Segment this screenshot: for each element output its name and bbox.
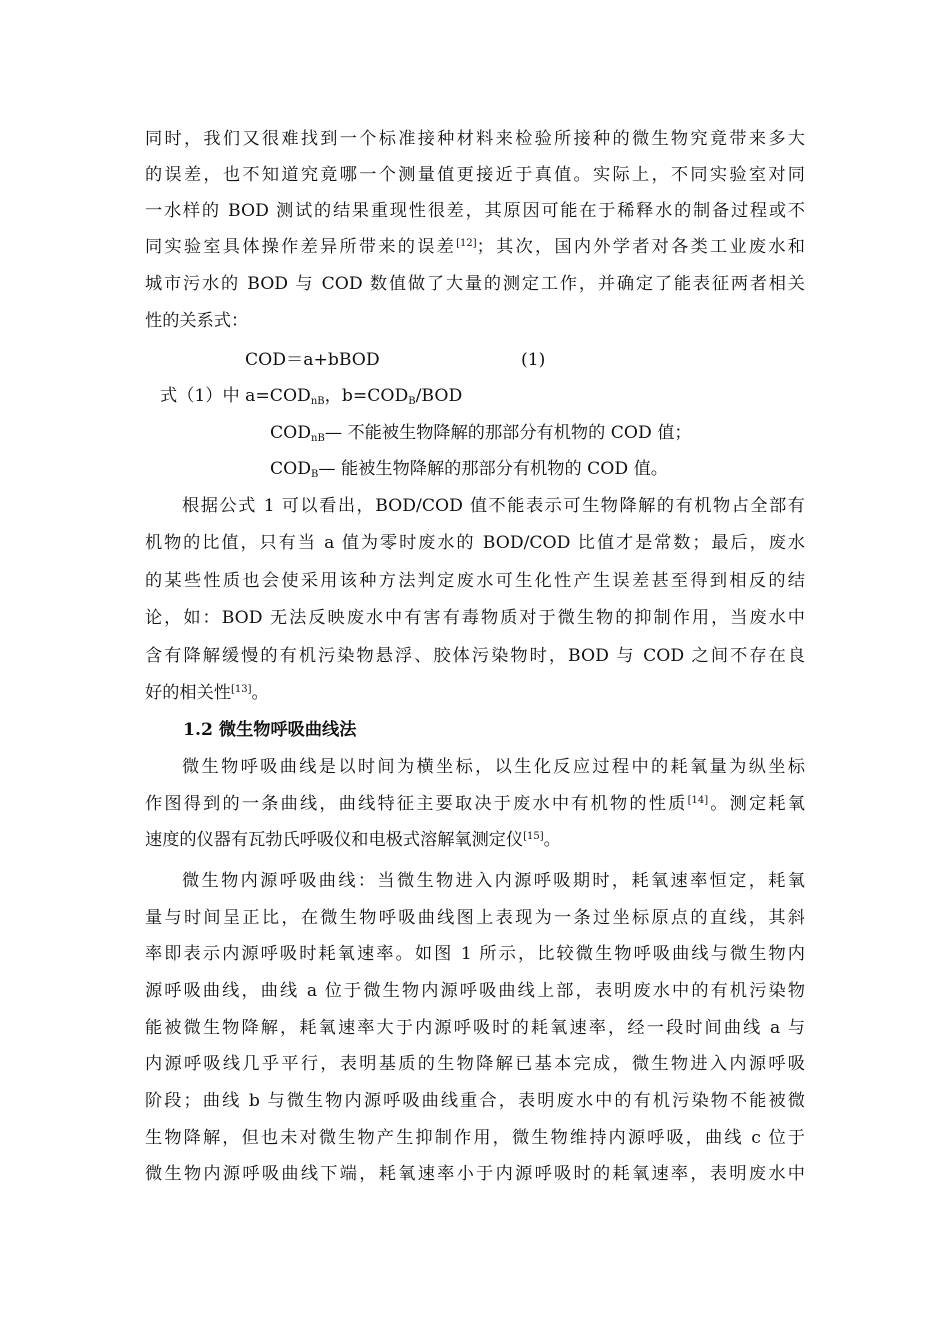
text-line: 根据公式 1 可以看出，BOD/COD 值不能表示可生物降解的有机物占全部有 [182,496,805,516]
text-line: 微生物呼吸曲线是以时间为横坐标，以生化反应过程中的耗氧量为纵坐标 [182,757,805,777]
equation-number: (1) [521,350,546,370]
text-span: COD [270,459,312,479]
text-span: /BOD [415,386,463,406]
citation-ref: [15] [523,831,544,842]
text-line: 机物的比值，只有当 a 值为零时废水的 BOD/COD 比值才是常数；最后，废水 [145,533,805,553]
text-span: 好的相关性 [145,683,231,703]
text-span: 式（1）中 a=COD [160,386,311,406]
text-line: 城市污水的 BOD 与 COD 数值做了大量的测定工作，并确定了能表征两者相关 [145,274,805,294]
citation-ref: [14] [687,795,709,806]
text-line: 含有降解缓慢的有机污染物悬浮、胶体污染物时，BOD 与 COD 之间不存在良 [145,646,805,666]
text-span: 同实验室具体操作差异所带来的误差 [145,237,457,257]
subscript: B [311,469,319,480]
definition-line [270,457,770,481]
text-line: 的某些性质也会使采用该种方法判定废水可生化性产生误差甚至得到相反的结 [145,571,805,591]
text-span: — 不能被生物降解的那部分有机物的 COD 值； [324,423,692,443]
text-line [145,681,805,705]
text-line [145,235,805,259]
text-line: 阶段；曲线 b 与微生物内源呼吸曲线重合，表明废水中的有机污染物不能被微 [145,1091,805,1111]
text-span: ；其次，国内外学者对各类工业废水和 [476,237,805,257]
subscript: nB [310,396,325,407]
text-line: 量与时间呈正比，在微生物呼吸曲线图上表现为一条过坐标原点的直线，其斜 [145,908,805,928]
text-line [145,792,805,816]
text-line: 性的关系式： [145,311,249,331]
text-line: 能被微生物降解，耗氧速率大于内源呼吸时的耗氧速率，经一段时间曲线 a 与 [145,1018,805,1038]
text-span: — 能被生物降解的那部分有机物的 COD 值。 [318,459,668,479]
equation-formula: COD＝a+bBOD [245,350,380,370]
text-line: 率即表示内源呼吸时耗氧速率。如图 1 所示，比较微生物呼吸曲线与微生物内 [145,944,805,964]
text-span: 。测定耗氧 [708,794,805,814]
citation-ref: [13] [230,684,252,695]
text-line: 论，如：BOD 无法反映废水中有害有毒物质对于微生物的抑制作用，当废水中 [145,608,805,628]
text-line: 微生物内源呼吸曲线下端，耗氧速率小于内源呼吸时的耗氧速率，表明废水中 [145,1164,805,1184]
text-line: 微生物内源呼吸曲线：当微生物进入内源呼吸期时，耗氧速率恒定，耗氧 [182,871,805,891]
text-span: ，b=COD [324,386,409,406]
text-line: 生物降解，但也未对微生物产生抑制作用，微生物维持内源呼吸，曲线 c 位于 [145,1128,805,1148]
text-line: 源呼吸曲线，曲线 a 位于微生物内源呼吸曲线上部，表明废水中的有机污染物 [145,981,805,1001]
definition-line [270,421,770,445]
text-span: 作图得到的一条曲线，曲线特征主要取决于废水中有机物的性质 [145,794,688,814]
text-line: 一水样的 BOD 测试的结果重现性很差，其原因可能在于稀释水的制备过程或不 [145,201,805,221]
citation-ref: [12] [456,238,477,249]
text-span: COD [270,423,312,443]
equation-where [160,384,660,408]
text-line: 内源呼吸线几乎平行，表明基质的生物降解已基本完成，微生物进入内源呼吸 [145,1054,805,1074]
text-span: 。 [251,683,269,703]
text-span: 速度的仪器有瓦勃氏呼吸仪和电极式溶解氧测定仪 [145,830,524,850]
text-line: 的误差，也不知道究竟哪一个测量值更接近于真值。实际上，不同实验室对同 [145,165,805,185]
text-line: 同时，我们又很难找到一个标准接种材料来检验所接种的微生物究竟带来多大 [145,129,805,149]
subscript: B [408,396,416,407]
subscript: nB [311,433,325,444]
section-heading: 1.2 微生物呼吸曲线法 [183,720,357,740]
text-span: 。 [543,830,561,850]
text-line [145,828,805,852]
